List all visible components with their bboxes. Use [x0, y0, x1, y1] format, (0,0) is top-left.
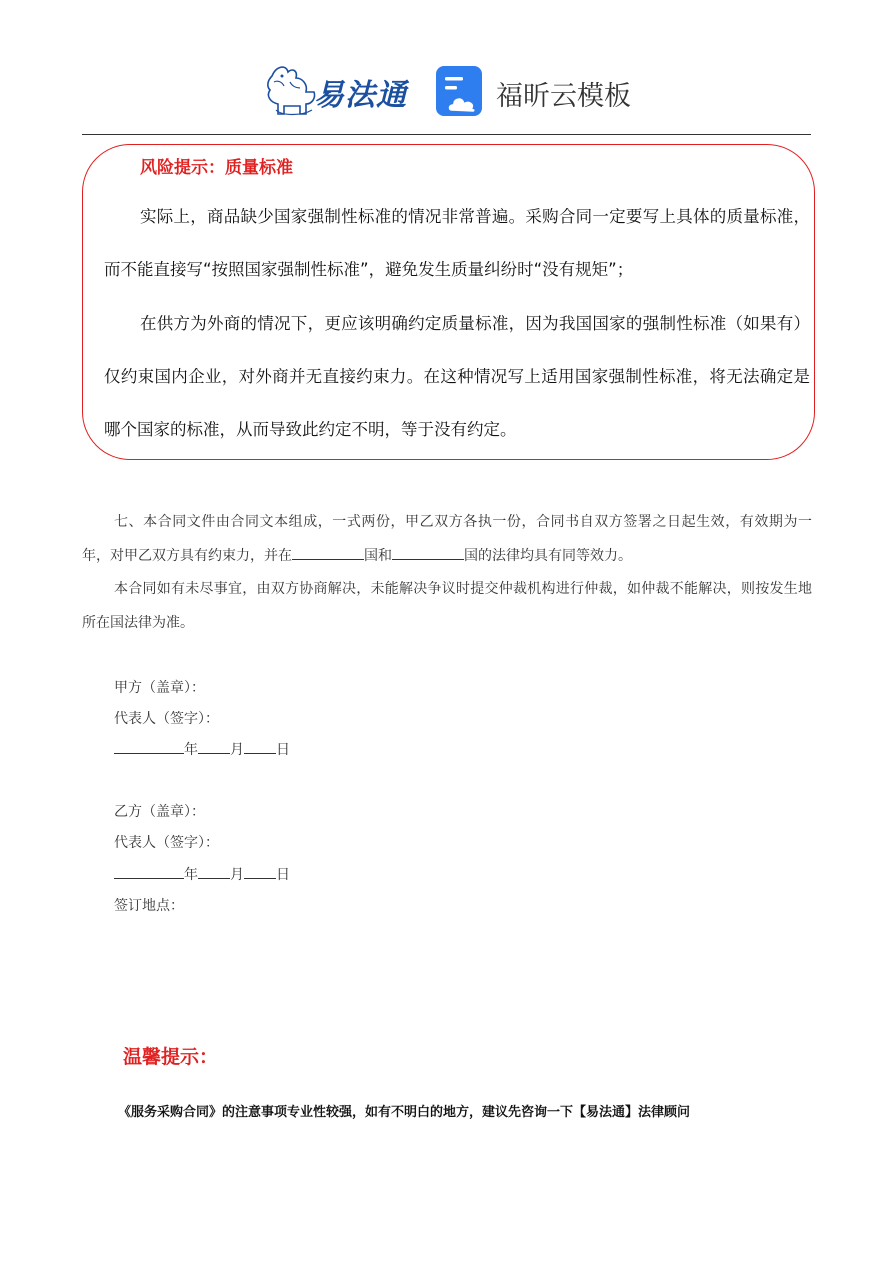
party-a-seal-label: 甲方（盖章）：: [114, 680, 205, 696]
yifatong-logo-text: 易法通: [314, 78, 407, 113]
party-b-rep-label: 代表人（签字）：: [114, 835, 219, 851]
risk-tip-paragraph-1: 实际上，商品缺少国家强制性标准的情况非常普遍。采购合同一定要写上具体的质量标准，而不能直接写“按照国家强制性标准”，避免发生质量纠纷时“没有规矩”；: [104, 207, 810, 279]
party-b-month-blank[interactable]: [198, 864, 230, 879]
clause-seven-text-c: 国的法律均具有同等效力。: [464, 548, 632, 564]
party-a-date-line: [114, 739, 290, 759]
risk-tip-title: 风险提示：质量标准: [140, 158, 293, 178]
cloud-document-icon: [436, 66, 486, 118]
qilin-icon: [262, 62, 322, 120]
party-b-date-line: [114, 864, 290, 884]
foxit-template-logo: [436, 66, 636, 118]
year-label: 年: [184, 867, 198, 883]
warm-tip-title: 温馨提示：: [123, 1046, 219, 1068]
party-b-day-blank[interactable]: [244, 864, 276, 879]
party-b-year-blank[interactable]: [114, 864, 184, 879]
clause-seven-text-a: 七、本合同文件由合同文本组成，一式两份，甲乙双方各执一份，合同书自双方签署之日起生效，有效期为一年，对甲乙双方具有约束力，并在: [82, 514, 812, 564]
party-a-year-blank[interactable]: [114, 739, 184, 754]
clause-seven-text-b: 国和: [364, 548, 392, 564]
country-blank-2[interactable]: [392, 545, 464, 560]
signing-place-label: 签订地点：: [114, 898, 184, 914]
warm-tip-text: 《服务采购合同》的注意事项专业性较强，如有不明白的地方，建议先咨询一下【易法通】法律顾问: [118, 1105, 691, 1120]
day-label: 日: [276, 867, 290, 883]
page-header: [0, 0, 893, 136]
day-label: 日: [276, 742, 290, 758]
party-a-rep-label: 代表人（签字）：: [114, 711, 219, 727]
month-label: 月: [230, 867, 244, 883]
foxit-template-logo-text: 福昕云模板: [496, 81, 631, 112]
month-label: 月: [230, 742, 244, 758]
clause-dispute: 本合同如有未尽事宜，由双方协商解决，未能解决争议时提交仲裁机构进行仲裁，如仲裁不能解决，则按发生地所在国法律为准。: [82, 581, 812, 631]
party-a-day-blank[interactable]: [244, 739, 276, 754]
party-a-month-blank[interactable]: [198, 739, 230, 754]
header-divider: [82, 134, 811, 135]
yifatong-logo: [262, 62, 412, 120]
party-b-seal-label: 乙方（盖章）：: [114, 804, 205, 820]
country-blank-1[interactable]: [292, 545, 364, 560]
year-label: 年: [184, 742, 198, 758]
clause-seven: [82, 505, 812, 573]
risk-tip-paragraph-2: 在供方为外商的情况下，更应该明确约定质量标准，因为我国国家的强制性标准（如果有）仅约束国内企业，对外商并无直接约束力。在这种情况写上适用国家强制性标准，将无法确定是哪个国家的标准，从而导致此约定不明，等于没有约定。: [104, 314, 810, 439]
